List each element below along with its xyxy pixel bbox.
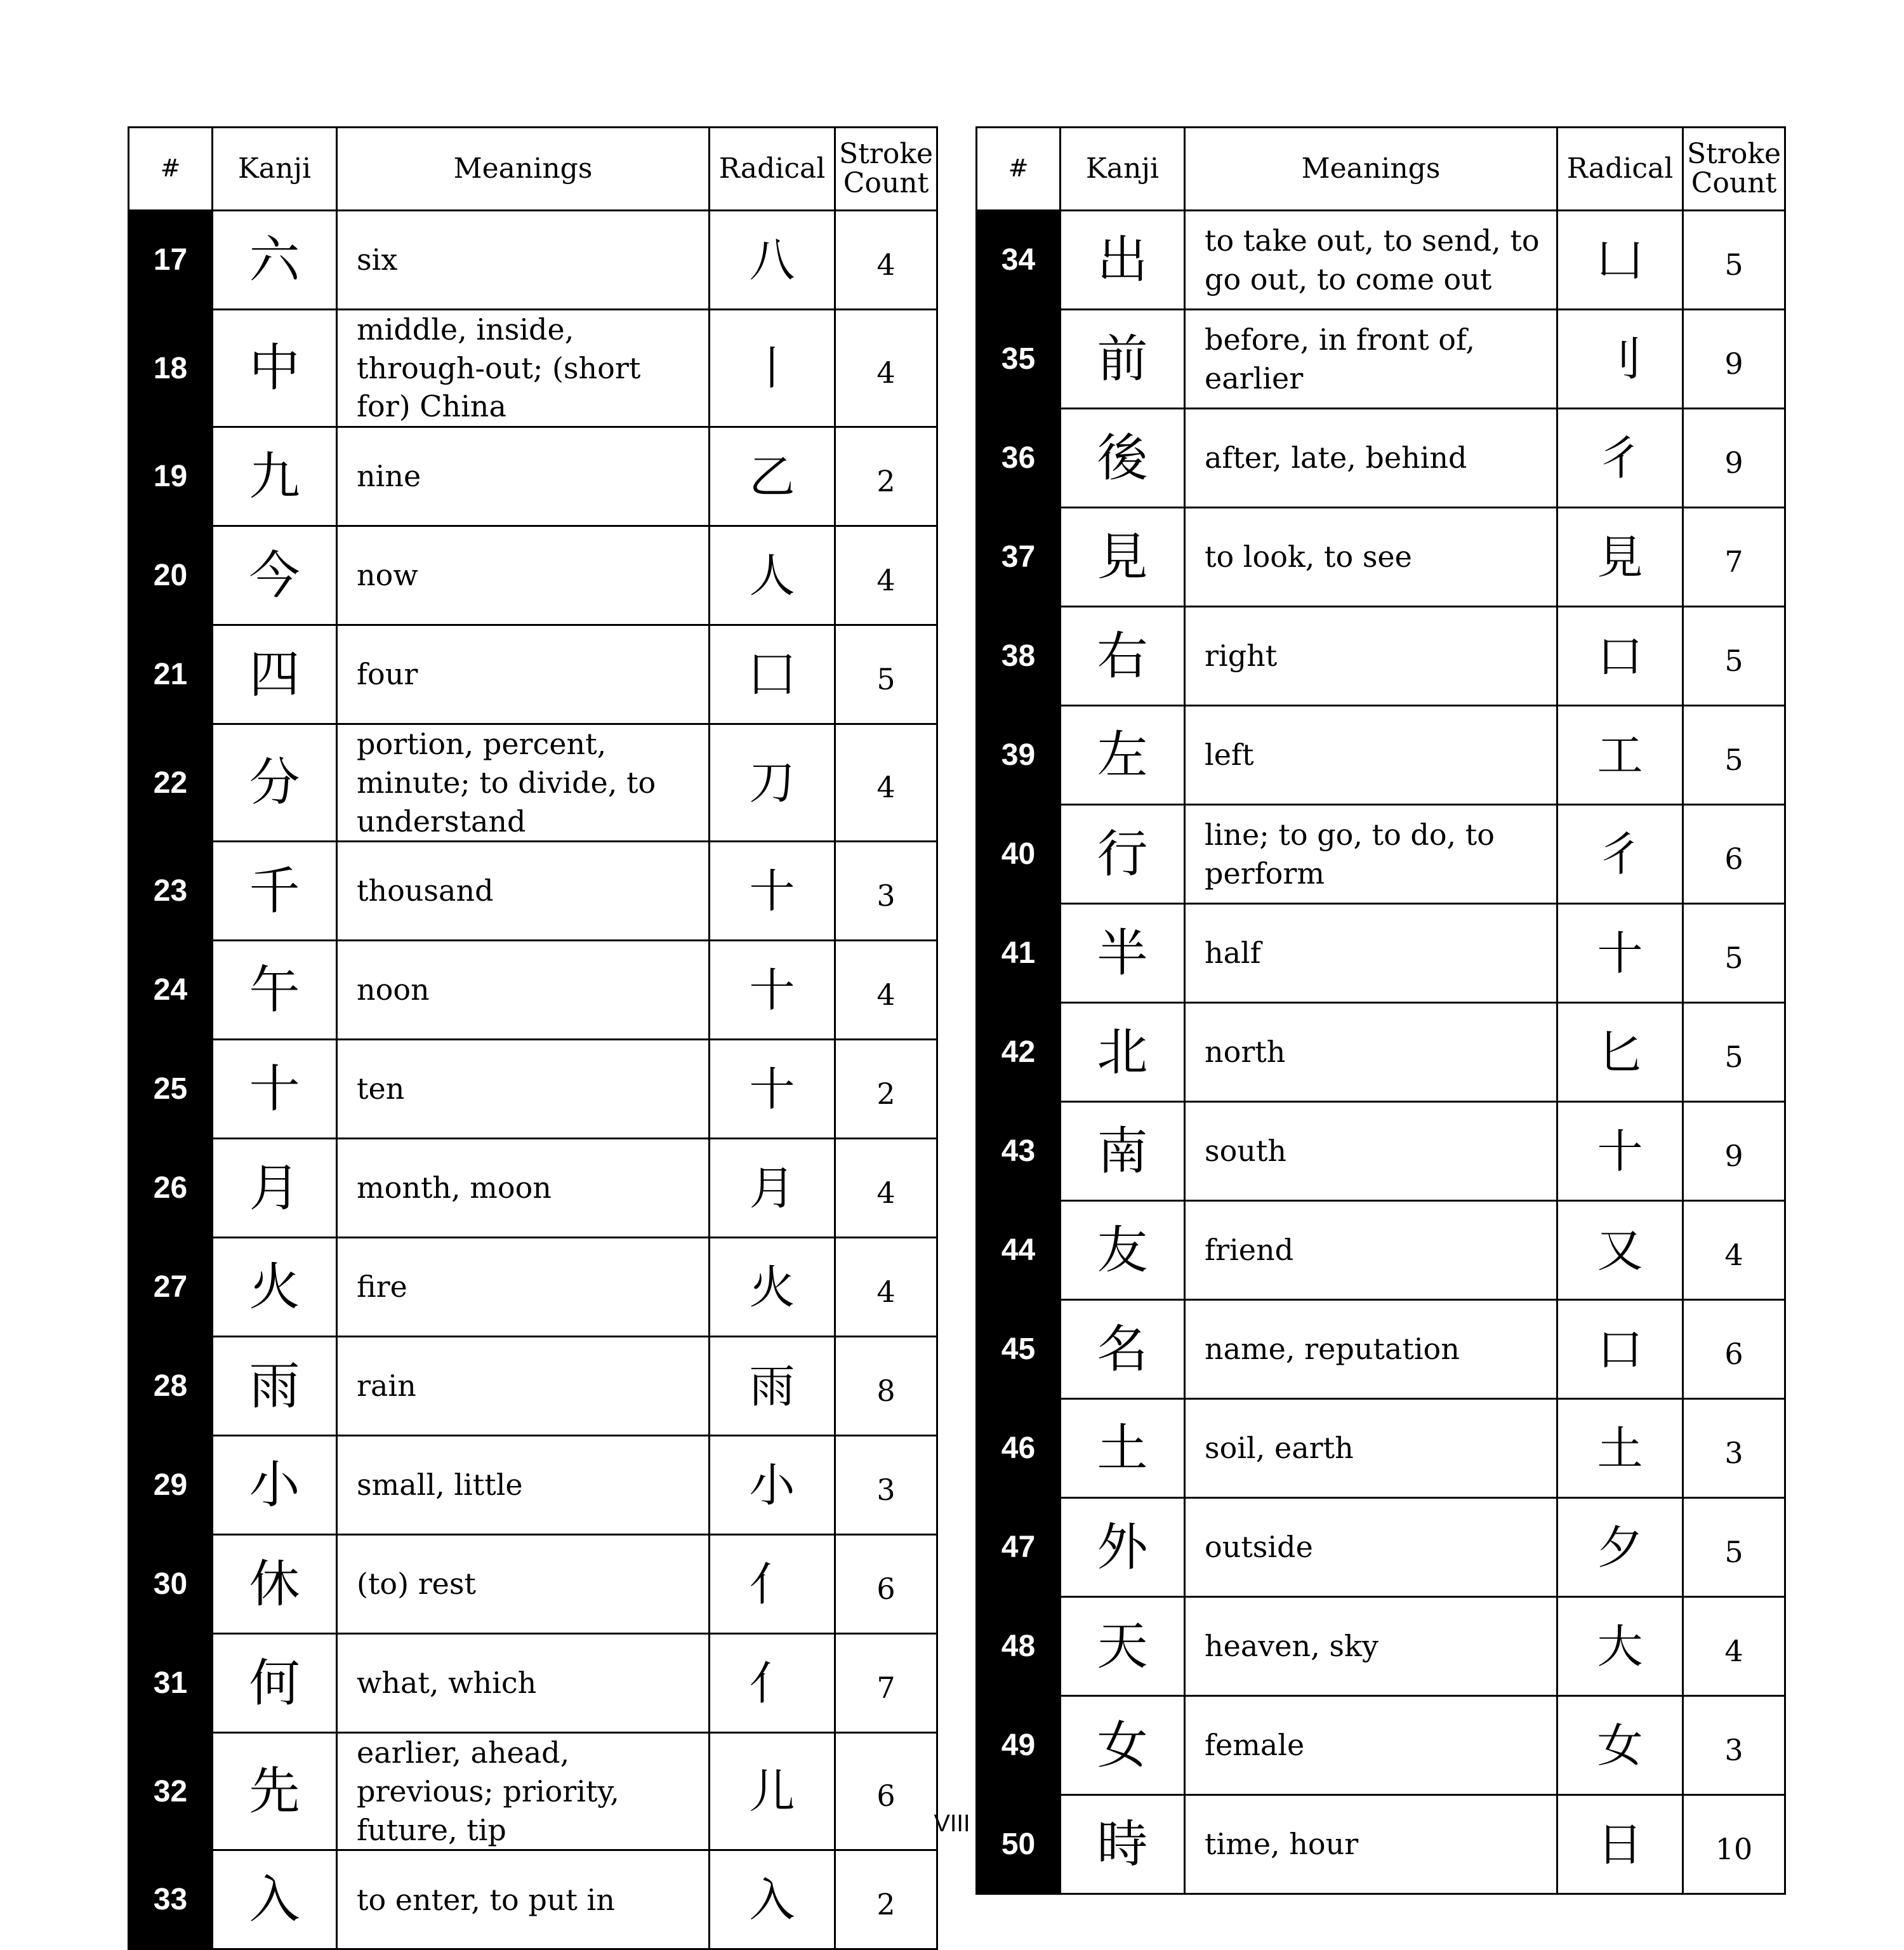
table-row <box>129 310 937 427</box>
kanji-radical: 匕 <box>1557 1003 1683 1102</box>
kanji-character: 千 <box>213 842 337 941</box>
kanji-meanings: to enter, to put in <box>337 1850 710 1949</box>
kanji-number: 24 <box>129 941 213 1040</box>
kanji-radical: 入 <box>710 1850 835 1949</box>
table-row <box>129 625 937 724</box>
header-meanings: Meanings <box>1185 128 1557 211</box>
kanji-stroke-count: 5 <box>835 625 937 724</box>
kanji-radical: 亻 <box>710 1634 835 1733</box>
kanji-stroke-count: 5 <box>1683 607 1785 706</box>
kanji-character: 中 <box>213 310 337 427</box>
kanji-stroke-count: 6 <box>1683 805 1785 904</box>
kanji-character: 十 <box>213 1040 337 1139</box>
table-row <box>977 1201 1785 1300</box>
kanji-meanings: thousand <box>337 842 710 941</box>
kanji-number: 22 <box>129 724 213 842</box>
kanji-number: 17 <box>129 211 213 310</box>
kanji-stroke-count: 5 <box>1683 904 1785 1003</box>
kanji-meanings: time, hour <box>1185 1795 1557 1894</box>
kanji-number: 33 <box>129 1850 213 1949</box>
kanji-meanings: middle, inside, through-out; (short for) China <box>337 310 710 427</box>
kanji-number: 47 <box>977 1498 1061 1597</box>
kanji-character: 女 <box>1061 1696 1185 1795</box>
kanji-number: 29 <box>129 1436 213 1535</box>
header-stroke-count-line2: Count <box>843 167 929 199</box>
kanji-character: 時 <box>1061 1795 1185 1894</box>
kanji-meanings: left <box>1185 706 1557 805</box>
kanji-stroke-count: 2 <box>835 427 937 526</box>
table-row <box>977 1696 1785 1795</box>
kanji-radical: 見 <box>1557 508 1683 607</box>
kanji-stroke-count: 4 <box>835 310 937 427</box>
kanji-character: 友 <box>1061 1201 1185 1300</box>
table-row <box>129 427 937 526</box>
kanji-radical: 乙 <box>710 427 835 526</box>
kanji-radical: 口 <box>1557 1300 1683 1399</box>
header-radical: Radical <box>710 128 835 211</box>
kanji-meanings: what, which <box>337 1634 710 1733</box>
kanji-number: 26 <box>129 1139 213 1238</box>
kanji-radical: 小 <box>710 1436 835 1535</box>
header-row <box>129 128 937 211</box>
kanji-radical: 亻 <box>710 1535 835 1634</box>
kanji-stroke-count: 7 <box>1683 508 1785 607</box>
header-stroke-count-line1: Stroke <box>1686 137 1782 170</box>
table-row <box>129 724 937 842</box>
kanji-table-left-body <box>129 211 937 1949</box>
kanji-radical: 十 <box>1557 904 1683 1003</box>
header-stroke-count-line1: Stroke <box>838 137 934 170</box>
table-row <box>129 1436 937 1535</box>
kanji-stroke-count: 7 <box>835 1634 937 1733</box>
kanji-character: 半 <box>1061 904 1185 1003</box>
table-row <box>129 1238 937 1337</box>
table-row <box>977 508 1785 607</box>
table-row <box>977 310 1785 409</box>
kanji-character: 南 <box>1061 1102 1185 1201</box>
kanji-character: 左 <box>1061 706 1185 805</box>
table-row <box>129 526 937 625</box>
kanji-meanings: before, in front of, earlier <box>1185 310 1557 409</box>
kanji-stroke-count: 9 <box>1683 409 1785 508</box>
kanji-meanings: friend <box>1185 1201 1557 1300</box>
kanji-character: 小 <box>213 1436 337 1535</box>
kanji-number: 23 <box>129 842 213 941</box>
kanji-character: 後 <box>1061 409 1185 508</box>
kanji-number: 39 <box>977 706 1061 805</box>
header-number: # <box>977 128 1061 211</box>
kanji-meanings: to look, to see <box>1185 508 1557 607</box>
table-row <box>129 1634 937 1733</box>
kanji-radical: 十 <box>710 941 835 1040</box>
kanji-character: 北 <box>1061 1003 1185 1102</box>
kanji-stroke-count: 3 <box>1683 1399 1785 1498</box>
kanji-number: 40 <box>977 805 1061 904</box>
table-row <box>977 607 1785 706</box>
kanji-number: 35 <box>977 310 1061 409</box>
kanji-character: 何 <box>213 1634 337 1733</box>
kanji-meanings: heaven, sky <box>1185 1597 1557 1696</box>
kanji-radical: 火 <box>710 1238 835 1337</box>
kanji-radical: 人 <box>710 526 835 625</box>
kanji-stroke-count: 8 <box>835 1337 937 1436</box>
kanji-table-left <box>128 126 938 1950</box>
kanji-radical: 彳 <box>1557 805 1683 904</box>
kanji-stroke-count: 6 <box>835 1535 937 1634</box>
table-row <box>977 1795 1785 1894</box>
kanji-stroke-count: 4 <box>1683 1201 1785 1300</box>
table-row <box>977 1597 1785 1696</box>
kanji-radical: 夕 <box>1557 1498 1683 1597</box>
table-row <box>977 1399 1785 1498</box>
table-row <box>129 211 937 310</box>
kanji-meanings: small, little <box>337 1436 710 1535</box>
kanji-meanings: rain <box>337 1337 710 1436</box>
kanji-character: 前 <box>1061 310 1185 409</box>
kanji-number: 42 <box>977 1003 1061 1102</box>
kanji-meanings: fire <box>337 1238 710 1337</box>
kanji-number: 48 <box>977 1597 1061 1696</box>
kanji-radical: 土 <box>1557 1399 1683 1498</box>
kanji-character: 天 <box>1061 1597 1185 1696</box>
kanji-number: 27 <box>129 1238 213 1337</box>
header-stroke-count <box>1683 128 1785 211</box>
kanji-character: 午 <box>213 941 337 1040</box>
kanji-meanings: south <box>1185 1102 1557 1201</box>
kanji-number: 43 <box>977 1102 1061 1201</box>
kanji-meanings: right <box>1185 607 1557 706</box>
kanji-character: 今 <box>213 526 337 625</box>
kanji-meanings: nine <box>337 427 710 526</box>
kanji-stroke-count: 6 <box>1683 1300 1785 1399</box>
kanji-character: 右 <box>1061 607 1185 706</box>
kanji-number: 37 <box>977 508 1061 607</box>
kanji-stroke-count: 4 <box>835 1238 937 1337</box>
kanji-radical: 彳 <box>1557 409 1683 508</box>
table-row <box>129 941 937 1040</box>
kanji-stroke-count: 5 <box>1683 211 1785 310</box>
kanji-stroke-count: 5 <box>1683 706 1785 805</box>
header-meanings: Meanings <box>337 128 710 211</box>
kanji-radical: 十 <box>710 842 835 941</box>
kanji-stroke-count: 6 <box>835 1733 937 1850</box>
kanji-stroke-count: 3 <box>835 1436 937 1535</box>
kanji-number: 44 <box>977 1201 1061 1300</box>
header-kanji: Kanji <box>213 128 337 211</box>
kanji-meanings: four <box>337 625 710 724</box>
kanji-radical: 儿 <box>710 1733 835 1850</box>
kanji-character: 先 <box>213 1733 337 1850</box>
kanji-stroke-count: 4 <box>1683 1597 1785 1696</box>
kanji-meanings: soil, earth <box>1185 1399 1557 1498</box>
header-stroke-count-line2: Count <box>1691 167 1777 199</box>
table-row <box>977 211 1785 310</box>
kanji-table-right <box>975 126 1786 1895</box>
table-row <box>129 842 937 941</box>
kanji-meanings: line; to go, to do, to perform <box>1185 805 1557 904</box>
kanji-meanings: half <box>1185 904 1557 1003</box>
kanji-character: 雨 <box>213 1337 337 1436</box>
table-row <box>977 1003 1785 1102</box>
kanji-character: 分 <box>213 724 337 842</box>
kanji-radical: 刀 <box>710 724 835 842</box>
kanji-meanings: (to) rest <box>337 1535 710 1634</box>
kanji-stroke-count: 3 <box>835 842 937 941</box>
header-row <box>977 128 1785 211</box>
table-row <box>129 1850 937 1949</box>
kanji-meanings: earlier, ahead, previous; priority, future, tip <box>337 1733 710 1850</box>
table-row <box>129 1139 937 1238</box>
kanji-number: 18 <box>129 310 213 427</box>
kanji-table-right-body <box>977 211 1785 1894</box>
kanji-radical: 女 <box>1557 1696 1683 1795</box>
kanji-stroke-count: 2 <box>835 1040 937 1139</box>
kanji-number: 31 <box>129 1634 213 1733</box>
kanji-character: 出 <box>1061 211 1185 310</box>
table-row <box>129 1535 937 1634</box>
kanji-number: 36 <box>977 409 1061 508</box>
kanji-stroke-count: 9 <box>1683 1102 1785 1201</box>
kanji-number: 25 <box>129 1040 213 1139</box>
kanji-radical: 口 <box>1557 607 1683 706</box>
kanji-meanings: to take out, to send, to go out, to come out <box>1185 211 1557 310</box>
kanji-radical: 囗 <box>710 625 835 724</box>
kanji-stroke-count: 5 <box>1683 1498 1785 1597</box>
kanji-meanings: after, late, behind <box>1185 409 1557 508</box>
header-stroke-count <box>835 128 937 211</box>
kanji-character: 火 <box>213 1238 337 1337</box>
table-row <box>977 409 1785 508</box>
kanji-character: 月 <box>213 1139 337 1238</box>
kanji-stroke-count: 4 <box>835 211 937 310</box>
kanji-meanings: name, reputation <box>1185 1300 1557 1399</box>
kanji-radical: 丨 <box>710 310 835 427</box>
kanji-radical: 雨 <box>710 1337 835 1436</box>
kanji-number: 20 <box>129 526 213 625</box>
kanji-number: 28 <box>129 1337 213 1436</box>
kanji-stroke-count: 4 <box>835 941 937 1040</box>
header-number: # <box>129 128 213 211</box>
header-radical: Radical <box>1557 128 1683 211</box>
kanji-number: 50 <box>977 1795 1061 1894</box>
kanji-number: 45 <box>977 1300 1061 1399</box>
table-row <box>129 1337 937 1436</box>
kanji-character: 外 <box>1061 1498 1185 1597</box>
kanji-stroke-count: 4 <box>835 1139 937 1238</box>
table-row <box>977 1300 1785 1399</box>
kanji-radical: 大 <box>1557 1597 1683 1696</box>
kanji-meanings: noon <box>337 941 710 1040</box>
table-row <box>977 1498 1785 1597</box>
table-row <box>977 904 1785 1003</box>
kanji-meanings: now <box>337 526 710 625</box>
kanji-character: 土 <box>1061 1399 1185 1498</box>
table-row <box>129 1040 937 1139</box>
kanji-number: 41 <box>977 904 1061 1003</box>
kanji-meanings: outside <box>1185 1498 1557 1597</box>
kanji-stroke-count: 4 <box>835 724 937 842</box>
kanji-stroke-count: 10 <box>1683 1795 1785 1894</box>
kanji-meanings: six <box>337 211 710 310</box>
kanji-character: 見 <box>1061 508 1185 607</box>
kanji-radical: 十 <box>1557 1102 1683 1201</box>
kanji-meanings: portion, percent, minute; to divide, to understand <box>337 724 710 842</box>
page-number: VIII <box>934 1810 970 1837</box>
table-row <box>977 1102 1785 1201</box>
kanji-radical: 又 <box>1557 1201 1683 1300</box>
header-kanji: Kanji <box>1061 128 1185 211</box>
kanji-meanings: female <box>1185 1696 1557 1795</box>
kanji-radical: 月 <box>710 1139 835 1238</box>
kanji-stroke-count: 5 <box>1683 1003 1785 1102</box>
kanji-character: 九 <box>213 427 337 526</box>
kanji-meanings: month, moon <box>337 1139 710 1238</box>
kanji-radical: 刂 <box>1557 310 1683 409</box>
kanji-number: 34 <box>977 211 1061 310</box>
kanji-radical: 八 <box>710 211 835 310</box>
kanji-radical: 十 <box>710 1040 835 1139</box>
table-row <box>977 706 1785 805</box>
kanji-stroke-count: 2 <box>835 1850 937 1949</box>
table-row <box>977 805 1785 904</box>
kanji-character: 休 <box>213 1535 337 1634</box>
kanji-number: 19 <box>129 427 213 526</box>
kanji-number: 49 <box>977 1696 1061 1795</box>
kanji-meanings: ten <box>337 1040 710 1139</box>
kanji-stroke-count: 4 <box>835 526 937 625</box>
kanji-radical: 工 <box>1557 706 1683 805</box>
kanji-character: 名 <box>1061 1300 1185 1399</box>
kanji-character: 入 <box>213 1850 337 1949</box>
kanji-number: 30 <box>129 1535 213 1634</box>
kanji-stroke-count: 3 <box>1683 1696 1785 1795</box>
kanji-character: 行 <box>1061 805 1185 904</box>
kanji-meanings: north <box>1185 1003 1557 1102</box>
kanji-number: 38 <box>977 607 1061 706</box>
kanji-number: 32 <box>129 1733 213 1850</box>
kanji-character: 六 <box>213 211 337 310</box>
kanji-number: 46 <box>977 1399 1061 1498</box>
kanji-character: 四 <box>213 625 337 724</box>
kanji-radical: 凵 <box>1557 211 1683 310</box>
kanji-radical: 日 <box>1557 1795 1683 1894</box>
kanji-stroke-count: 9 <box>1683 310 1785 409</box>
kanji-number: 21 <box>129 625 213 724</box>
